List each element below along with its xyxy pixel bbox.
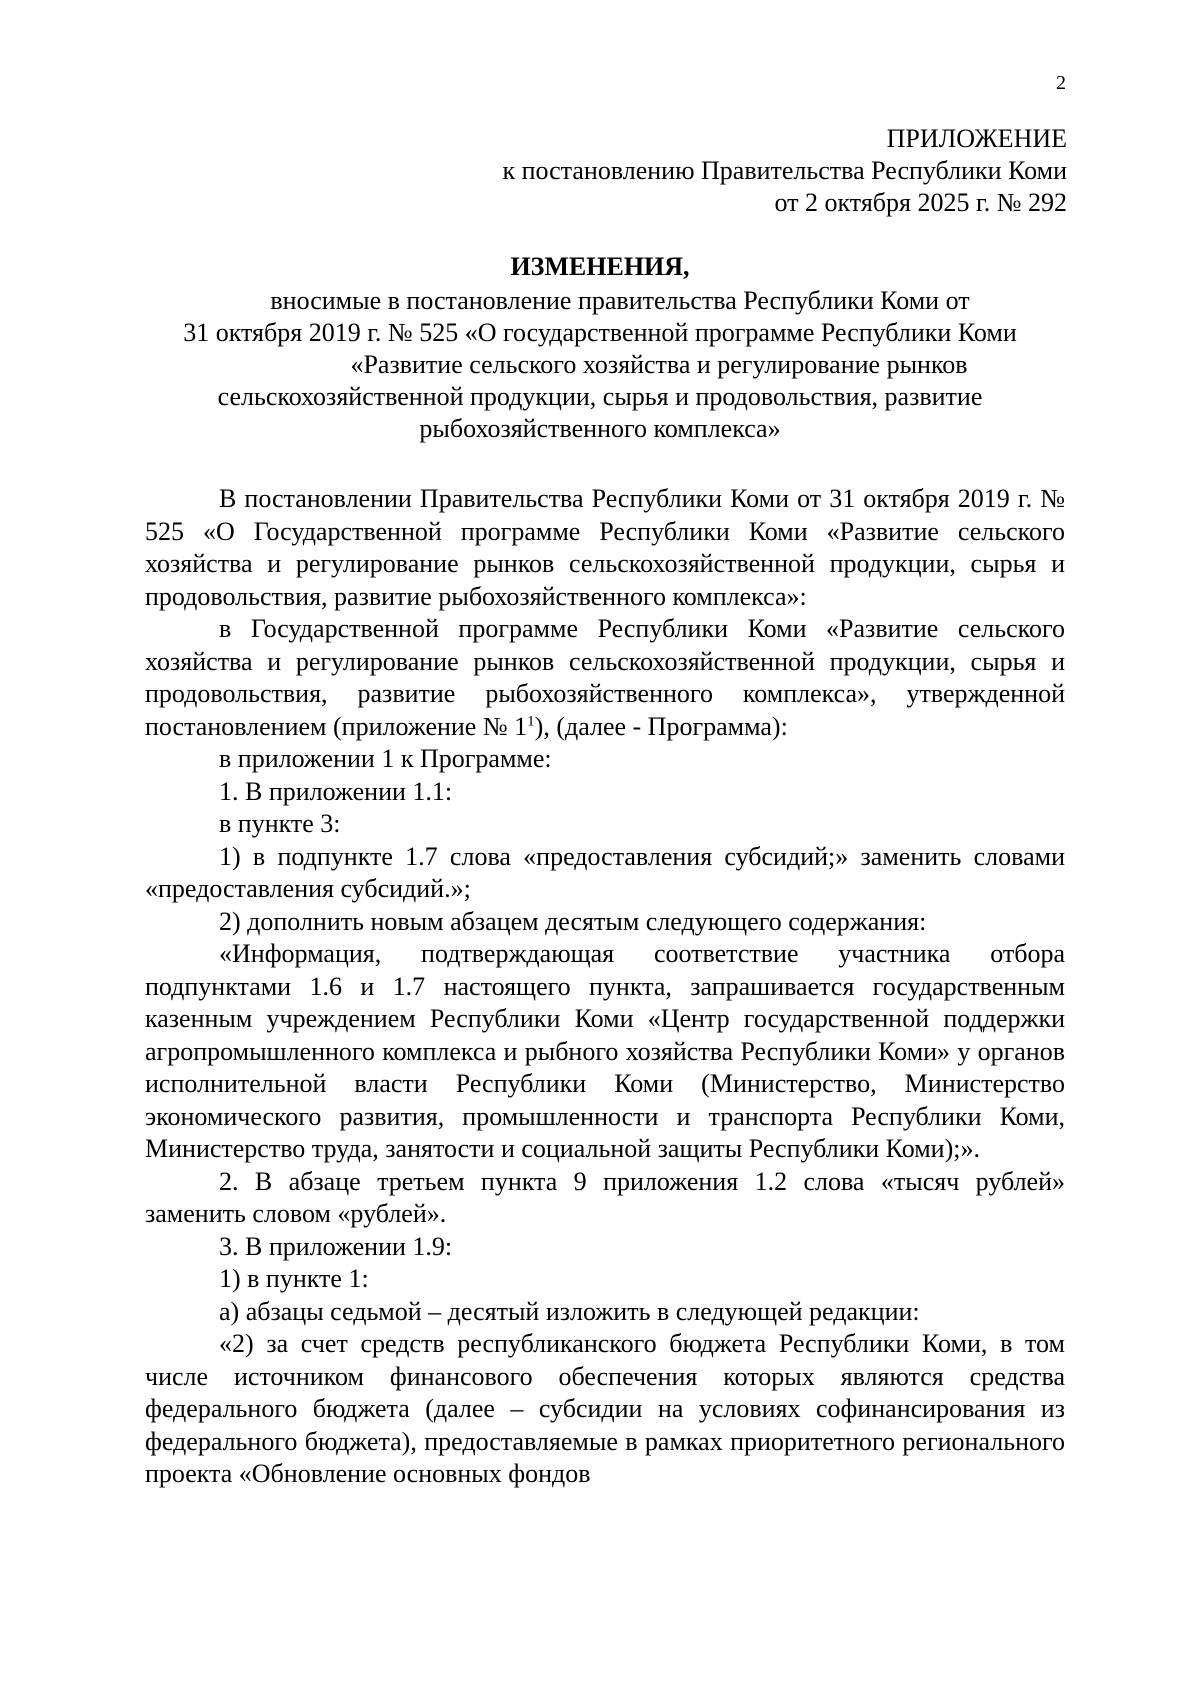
document-title: ИЗМЕНЕНИЯ, <box>510 252 690 281</box>
body-paragraph: В постановлении Правительства Республики Коми от 31 октября 2019 г. № 525 «О Государственной программе Республики Коми «Развитие сельского хозяйства и регулирование рынков сельскохозяйственной продукции, сырья и продовольствия, развитие рыбохозяйственного комплекса»: <box>145 484 1065 611</box>
subtitle-line: рыбохозяйственного комплекса» <box>419 414 781 443</box>
document-body <box>145 483 1065 1491</box>
appendix-label: ПРИЛОЖЕНИЕ <box>886 124 1067 153</box>
appendix-date-number: от 2 октября 2025 г. № 292 <box>774 188 1067 217</box>
footnote-superscript: 1 <box>527 712 535 729</box>
body-paragraph: 1) в пункте 1: <box>219 1264 369 1293</box>
document-subtitle <box>0 285 1200 445</box>
paragraph-text: в Государственной программе Республики Коми «Развитие сельского хозяйства и регулирование рынков сельскохозяйственной продукции, сырья и продовольствия, развитие рыбохозяйственного комплекса», утвержденной постановлением (приложение № 1 <box>145 614 1065 741</box>
appendix-header <box>502 123 1067 219</box>
subtitle-line: «Развитие сельского хозяйства и регулирование рынков <box>350 350 968 379</box>
body-paragraph: а) абзацы седьмой – десятый изложить в следующей редакции: <box>219 1296 920 1326</box>
body-paragraph: 1. В приложении 1.1: <box>219 776 453 806</box>
subtitle-line: 31 октября 2019 г. № 525 «О государственной программе Республики Коми <box>183 318 1017 347</box>
body-paragraph: «2) за счет средств республиканского бюджета Республики Коми, в том числе источником финансового обеспечения которых являются средства федерального бюджета (далее – субсидии на условиях софинансирования из федерального бюджета), предоставляемые в рамках приоритетного регионального проекта «Обновление основных фондов <box>145 1329 1065 1488</box>
body-paragraph: 1) в подпункте 1.7 слова «предоставления субсидий;» заменить словами «предоставления субсидий.»; <box>145 841 1065 903</box>
body-paragraph: в приложении 1 к Программе: <box>219 744 552 773</box>
paragraph-text: ), (далее - Программа): <box>534 711 788 741</box>
subtitle-line: вносимые в постановление правительства Республики Коми от <box>270 286 970 315</box>
page-number: 2 <box>1056 72 1066 94</box>
body-paragraph: 3. В приложении 1.9: <box>219 1231 453 1261</box>
body-paragraph: 2. В абзаце третьем пункта 9 приложения 1.2 слова «тысяч рублей» заменить словом «рублей». <box>145 1166 1065 1228</box>
appendix-resolution-line: к постановлению Правительства Республики Коми <box>502 156 1067 185</box>
body-paragraph <box>145 613 1065 743</box>
subtitle-line: сельскохозяйственной продукции, сырья и продовольствия, развитие <box>217 382 983 411</box>
body-paragraph: в пункте 3: <box>219 809 341 838</box>
body-paragraph: 2) дополнить новым абзацем десятым следующего содержания: <box>219 906 927 936</box>
body-paragraph: «Информация, подтверждающая соответствие участника отбора подпунктами 1.6 и 1.7 настоящего пункта, запрашивается государственным казенным учреждением Республики Коми «Центр государственной поддержки агропромышленного комплекса и рыбного хозяйства Республики Коми» у органов исполнительной власти Республики Коми (Министерство, Министерство экономического развития, промышленности и транспорта Республики Коми, Министерство труда, занятости и социальной защиты Республики Коми);». <box>145 939 1065 1163</box>
